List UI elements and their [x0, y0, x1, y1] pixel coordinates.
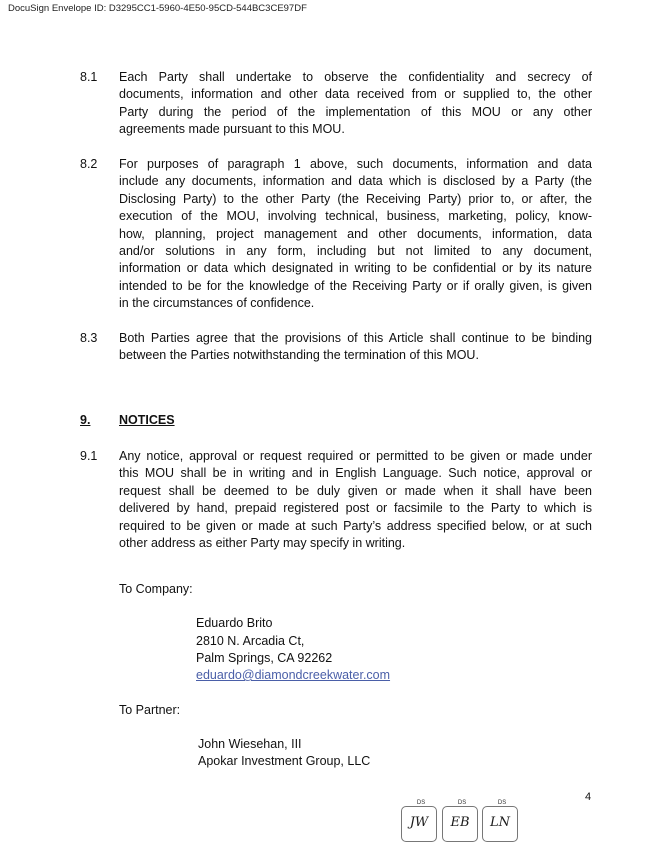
clause-number-8-3: 8.3 — [80, 331, 98, 345]
clause-line: required to be given or made at such Party’s address specified below, or at such — [119, 518, 592, 533]
page-number: 4 — [585, 791, 592, 803]
initials-signature: LN — [489, 815, 510, 830]
clause-line: execution of the MOU, involving technical, business, marketing, policy, know- — [119, 209, 592, 224]
clause-line: For purposes of paragraph 1 above, such documents, information and data — [119, 157, 592, 171]
company-city: Palm Springs, CA 92262 — [196, 651, 333, 665]
initial-box-2 — [442, 800, 478, 842]
to-company-label: To Company: — [119, 582, 193, 596]
clause-8-1-text — [119, 69, 592, 139]
clause-line: intended to be for the knowledge of the Receiving Party or if orally given, is given — [119, 278, 592, 293]
clause-line: this MOU shall be in writing and in English Language. Such notice, approval or — [119, 466, 592, 481]
clause-line: other address as either Party may specify in writing. — [119, 536, 406, 551]
partner-contact-name: John Wiesehan, III — [198, 737, 302, 751]
clause-9-1-text — [119, 448, 592, 552]
docusign-envelope-id: DocuSign Envelope ID: D3295CC1-5960-4E50-95CD-544BC3CE97DF — [8, 3, 307, 14]
company-contact-name: Eduardo Brito — [196, 616, 273, 630]
clause-line: request shall be deemed to be duly given or made when it shall have been — [119, 483, 592, 498]
clause-line: Each Party shall undertake to observe the confidentiality and secrecy of — [119, 70, 592, 84]
initial-box-3 — [482, 800, 518, 842]
clause-line: between the Parties notwithstanding the termination of this MOU. — [119, 348, 479, 363]
ds-tag: DS — [416, 800, 426, 806]
clause-line: and/or solutions in any form, including but not limited to any document, — [119, 244, 592, 259]
partner-organization: Apokar Investment Group, LLC — [198, 754, 371, 768]
clause-line: how, planning, project management and other documents, information, data — [119, 226, 592, 241]
section-number-9: 9. — [80, 413, 91, 427]
clause-line: Party during the period of the implementation of this MOU or any other — [119, 104, 592, 119]
clause-number-8-1: 8.1 — [80, 70, 98, 84]
clause-number-8-2: 8.2 — [80, 157, 98, 171]
company-street: 2810 N. Arcadia Ct, — [196, 634, 305, 648]
clause-line: Any notice, approval or request required or permitted to be given or made under — [119, 449, 592, 463]
initials-signature: JW — [409, 815, 429, 830]
initial-box-1 — [401, 800, 437, 842]
clause-line: include any documents, information and data which is disclosed by a Party (the — [119, 174, 592, 189]
clause-line: Both Parties agree that the provisions of this Article shall continue to be binding — [119, 331, 592, 345]
clause-line: agreements made pursuant to this MOU. — [119, 122, 345, 137]
clause-number-9-1: 9.1 — [80, 449, 98, 463]
clause-line: information or data which designated in writing to be confidential or by its nature — [119, 261, 592, 276]
to-partner-label: To Partner: — [119, 703, 181, 717]
clause-8-2-text — [119, 156, 592, 313]
clause-line: in the circumstances of confidence. — [119, 296, 315, 311]
clause-line: documents, information and other data received from or supplied to, the other — [119, 87, 592, 102]
ds-tag: DS — [497, 800, 507, 806]
initials-signature: EB — [450, 815, 470, 830]
ds-tag: DS — [457, 800, 467, 806]
clause-line: delivered by hand, prepaid registered post or facsimile to the Party to which is — [119, 501, 592, 516]
company-email-link[interactable]: eduardo@diamondcreekwater.com — [196, 668, 391, 682]
section-title-notices: NOTICES — [119, 413, 175, 427]
clause-line: Disclosing Party) to the other Party (the Receiving Party) prior to, or after, the — [119, 191, 592, 206]
clause-8-3-text — [119, 330, 592, 365]
